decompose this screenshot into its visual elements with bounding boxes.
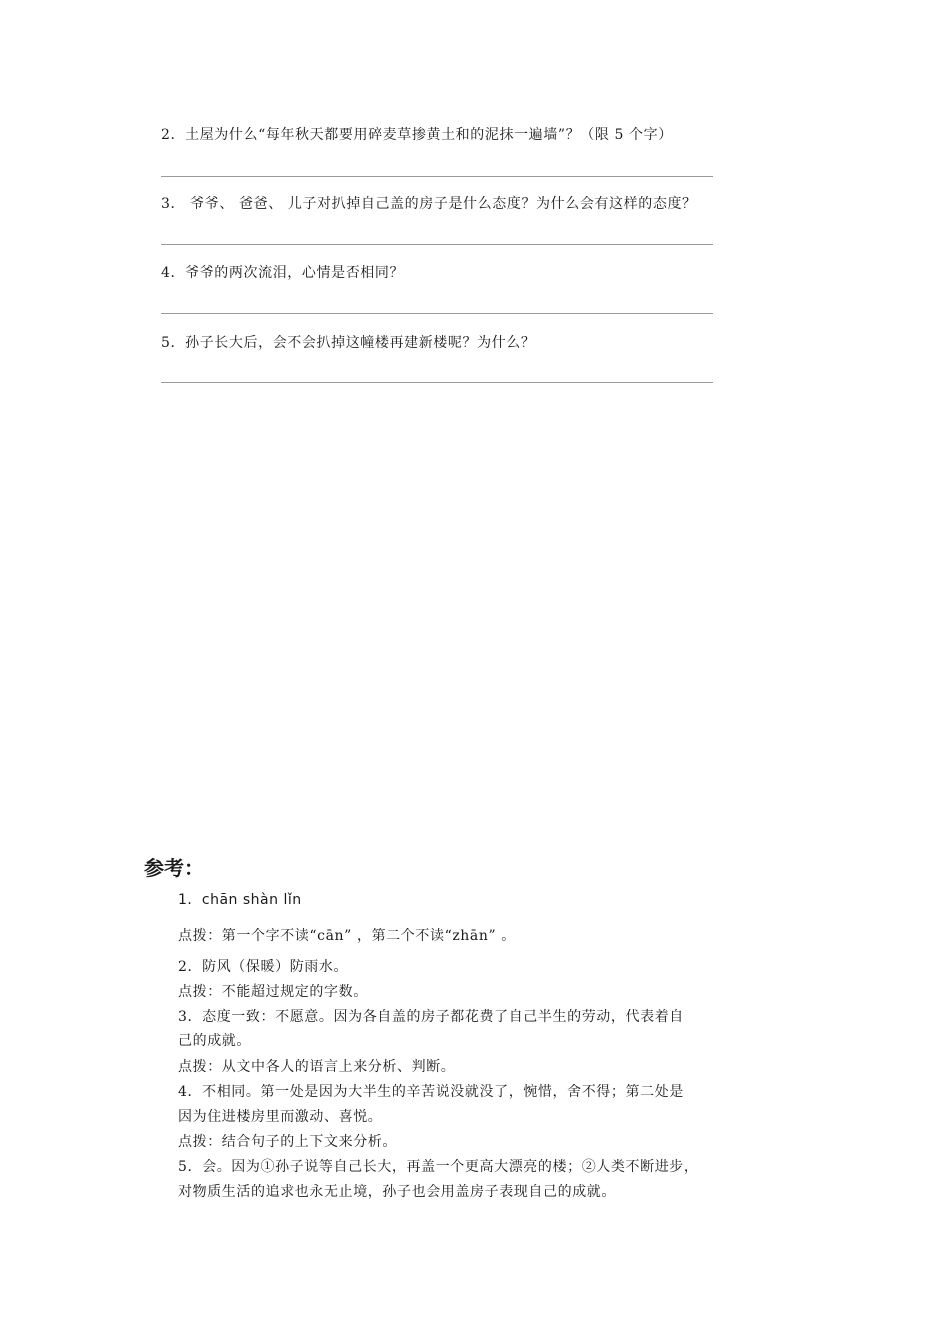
answer-3-line-1: 3．态度一致：不愿意。因为各自盖的房子都花费了自己半生的劳动，代表着自 [178, 1009, 684, 1025]
hint-2: 点拨：不能超过规定的字数。 [178, 984, 368, 1000]
answer-line-3[interactable] [161, 244, 713, 245]
question-2: 2．土屋为什么“每年秋天都要用碎麦草掺黄土和的泥抹一遍墙”？（限 5 个字） [161, 127, 673, 143]
answer-5-line-2: 对物质生活的追求也永无止境，孙子也会用盖房子表现自己的成就。 [178, 1184, 616, 1200]
hint-4: 点拨：结合句子的上下文来分析。 [178, 1134, 397, 1150]
hint-3: 点拨：从文中各人的语言上来分析、判断。 [178, 1059, 456, 1075]
question-4: 4．爷爷的两次流泪，心情是否相同？ [161, 265, 405, 281]
answer-line-4[interactable] [161, 313, 713, 314]
answer-line-2[interactable] [161, 176, 713, 177]
reference-title: 参考： [144, 856, 204, 880]
answer-2: 2．防风（保暖）防雨水。 [178, 959, 349, 975]
hint-1: 点拨：第一个字不读“cān” ，第二个不读“zhān” 。 [178, 928, 516, 944]
answer-1-pinyin: 1．chān shàn lǐn [178, 892, 302, 908]
answer-5-line-1: 5．会。因为①孙子说等自己长大，再盖一个更高大漂亮的楼；②人类不断进步， [178, 1159, 699, 1175]
answer-3-line-2: 己的成就。 [178, 1033, 251, 1049]
question-5: 5．孙子长大后，会不会扒掉这幢楼再建新楼呢？为什么？ [161, 335, 536, 351]
answer-4-line-2: 因为住进楼房里而激动、喜悦。 [178, 1109, 383, 1125]
question-3: 3． 爷爷、 爸爸、 儿子对扒掉自己盖的房子是什么态度？为什么会有这样的态度？ [161, 196, 697, 212]
answer-line-5[interactable] [161, 382, 713, 383]
answer-4-line-1: 4．不相同。第一处是因为大半生的辛苦说没就没了，惋惜，舍不得；第二处是 [178, 1084, 684, 1100]
